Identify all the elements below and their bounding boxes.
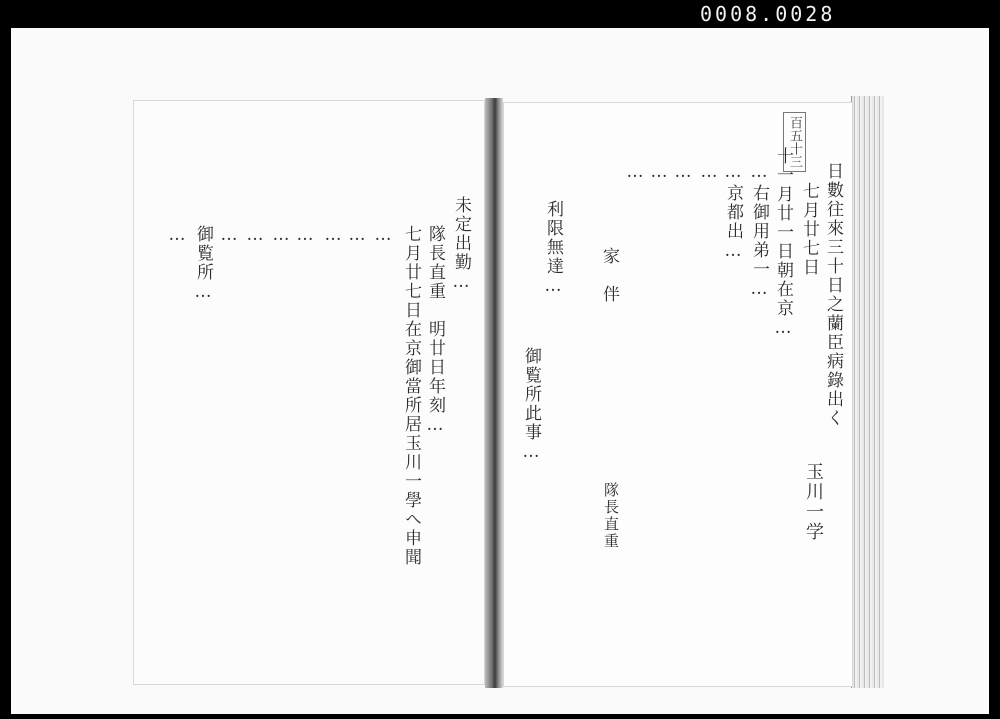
right-column-9: … [625,162,645,184]
signature-tamagawa: 玉川一学 [803,462,824,542]
right-column-8: … [649,162,669,184]
left-column-10: … [219,225,239,247]
signature-captain: 隊長直重 [602,482,620,550]
open-book [123,76,893,688]
frame-number-label: 0008.0028 [700,2,836,26]
right-column-3: 十一月廿一日朝在京… [773,147,793,340]
right-column-1: 日數往來三十日之蘭臣病錄出く [823,162,843,428]
right-column-12: 御覧所此事… [521,347,541,464]
left-column-12: … [167,225,187,247]
left-column-1: 未定出勤… [451,196,471,294]
right-column-5: …京都出… [723,162,743,263]
page-number: 百五十三 [783,112,806,172]
film-mount [11,28,989,714]
right-column-6: … [699,162,719,184]
left-page [133,100,485,685]
book-fore-edge [851,96,884,688]
left-column-5: … [347,225,367,247]
left-column-4: … [373,225,393,247]
right-column-4: …右御用弟一… [749,162,769,301]
right-column-10: 家 伴 [599,247,619,304]
right-page [503,102,853,687]
left-column-9: … [245,225,265,247]
left-column-2: 隊長直重 明廿日年刻… [425,225,445,437]
left-column-3: 七月廿七日在京御當所居玉川一學へ申聞 [401,225,421,567]
right-column-2: 七月廿七日 [799,182,819,277]
left-column-7: … [295,225,315,247]
book-gutter [485,98,503,688]
left-column-8: … [271,225,291,247]
right-column-7: … [673,162,693,184]
left-column-11: 御覧所… [193,225,213,304]
left-column-6: … [323,225,343,247]
right-column-11: 利限無達… [543,200,563,298]
